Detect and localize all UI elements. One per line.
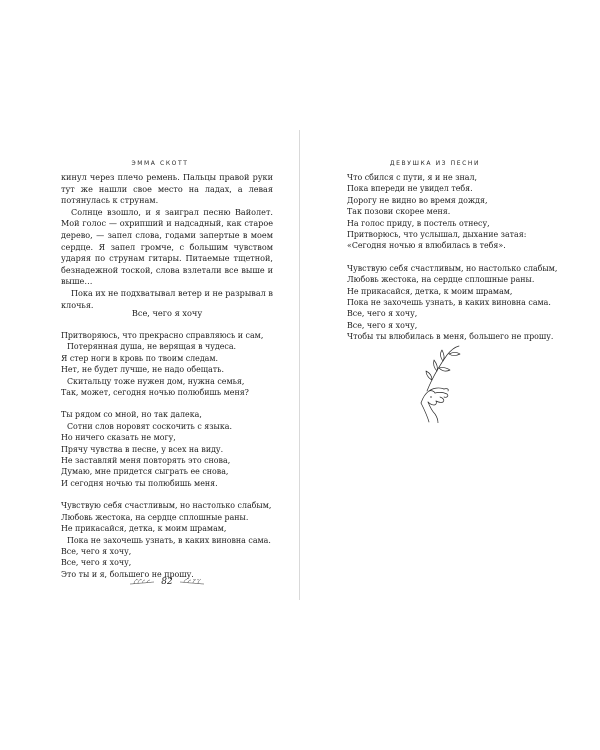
lyrics-right bbox=[347, 172, 577, 343]
flourish-right-icon bbox=[179, 577, 205, 587]
lyric-line: Что сбился с пути, я и не знал, bbox=[347, 173, 478, 182]
lyric-line: Прячу чувства в песне, у всех на виду. bbox=[61, 444, 224, 454]
lyric-line: И сегодня ночью ты полюбишь меня. bbox=[61, 478, 218, 488]
lyric-line: Все, чего я хочу, bbox=[61, 546, 132, 556]
lyric-line: Я стер ноги в кровь по твоим следам. bbox=[61, 353, 219, 363]
stanza bbox=[61, 500, 273, 580]
prose-block bbox=[61, 172, 273, 311]
lyric-line: Любовь жестока, на сердце сплошные раны. bbox=[347, 275, 535, 285]
lyric-line: Не прикасайся, детка, к моим шрамам, bbox=[61, 524, 227, 534]
hand-with-sprig-icon bbox=[407, 345, 467, 423]
lyric-line: Так, может, сегодня ночью полюбишь меня? bbox=[61, 388, 249, 398]
lyric-line: Пока не захочешь узнать, в каких виновна сама. bbox=[347, 298, 551, 308]
lyric-line: Потерянная душа, не верящая в чудеса. bbox=[67, 342, 237, 352]
lyric-line: Все, чего я хочу, bbox=[347, 309, 418, 319]
prose-paragraph: Пока их не подхватывал ветер и не разрывал в клочья. bbox=[61, 287, 273, 310]
lyric-line: Чувствую себя счастливым, но настолько слабым, bbox=[347, 263, 558, 273]
lyric-line: Это ты и я, большего не прошу. bbox=[61, 569, 194, 579]
lyric-line: Думаю, мне придется сыграть ее снова, bbox=[61, 467, 229, 477]
stanza bbox=[347, 172, 577, 252]
flourish-left-icon bbox=[129, 577, 155, 587]
lyric-line: Не прикасайся, детка, к моим шрамам, bbox=[347, 286, 513, 296]
page-folio bbox=[61, 577, 273, 587]
lyric-line: Так позови скорее меня. bbox=[347, 207, 451, 217]
prose-paragraph: кинул через плечо ремень. Пальцы правой руки тут же нашли свое место на ладах, а левая потянулась к струнам. bbox=[61, 172, 273, 206]
stanza bbox=[61, 409, 273, 489]
lyric-line: Все, чего я хочу, bbox=[347, 320, 418, 330]
lyric-line: На голос приду, в постель отнесу, bbox=[347, 218, 490, 228]
lyric-line: «Сегодня ночью я влюбилась в тебя». bbox=[347, 241, 506, 251]
lyric-line: Нет, не будет лучше, не надо обещать. bbox=[61, 365, 224, 375]
lyric-line: Притворюсь, что услышал, дыхание затая: bbox=[347, 230, 527, 240]
lyrics-left bbox=[61, 330, 273, 580]
stanza bbox=[347, 263, 577, 343]
lyric-line: Но ничего сказать не могу, bbox=[61, 433, 176, 443]
lyric-line: Не заставляй меня повторять это снова, bbox=[61, 456, 231, 466]
lyric-line: Пока впереди не увидел тебя. bbox=[347, 184, 473, 194]
lyric-line: Ты рядом со мной, но так далека, bbox=[61, 410, 202, 420]
lyric-line: Любовь жестока, на сердце сплошные раны. bbox=[61, 512, 249, 522]
lyric-line: Скитальцу тоже нужен дом, нужна семья, bbox=[67, 376, 245, 386]
page-number: 82 bbox=[161, 577, 173, 587]
lyric-line: Пока не захочешь узнать, в каких виновна сама. bbox=[67, 535, 271, 545]
lyric-line: Чтобы ты влюбилась в меня, большего не прошу. bbox=[347, 332, 554, 342]
lyric-line: Чувствую себя счастливым, но настолько слабым, bbox=[61, 501, 272, 511]
running-head-right: ДЕВУШКА ИЗ ПЕСНИ bbox=[389, 160, 481, 167]
right-page bbox=[300, 0, 600, 750]
lyric-line: Сотни слов норовят соскочить с языка. bbox=[67, 421, 232, 431]
lyric-line: Дорогу не видно во время дождя, bbox=[347, 195, 488, 205]
stanza bbox=[61, 330, 273, 398]
prose-paragraph: Солнце взошло, и я заиграл песню Вайолет. Мой голос — охрипший и надсадный, как старое дерево, — запел слова, годами запертые в моем сердце. Я запел громче, с большим чувством ударяя по струнам гитары. Питаемые тщетной, безнадежной тоской, слова взлетали все выше и выше… bbox=[61, 206, 273, 287]
lyric-line: Все, чего я хочу, bbox=[61, 558, 132, 568]
running-head-left: ЭММА СКОТТ bbox=[131, 160, 189, 167]
song-title: Все, чего я хочу bbox=[131, 308, 203, 318]
lyric-line: Притворяюсь, что прекрасно справляюсь и сам, bbox=[61, 331, 264, 340]
